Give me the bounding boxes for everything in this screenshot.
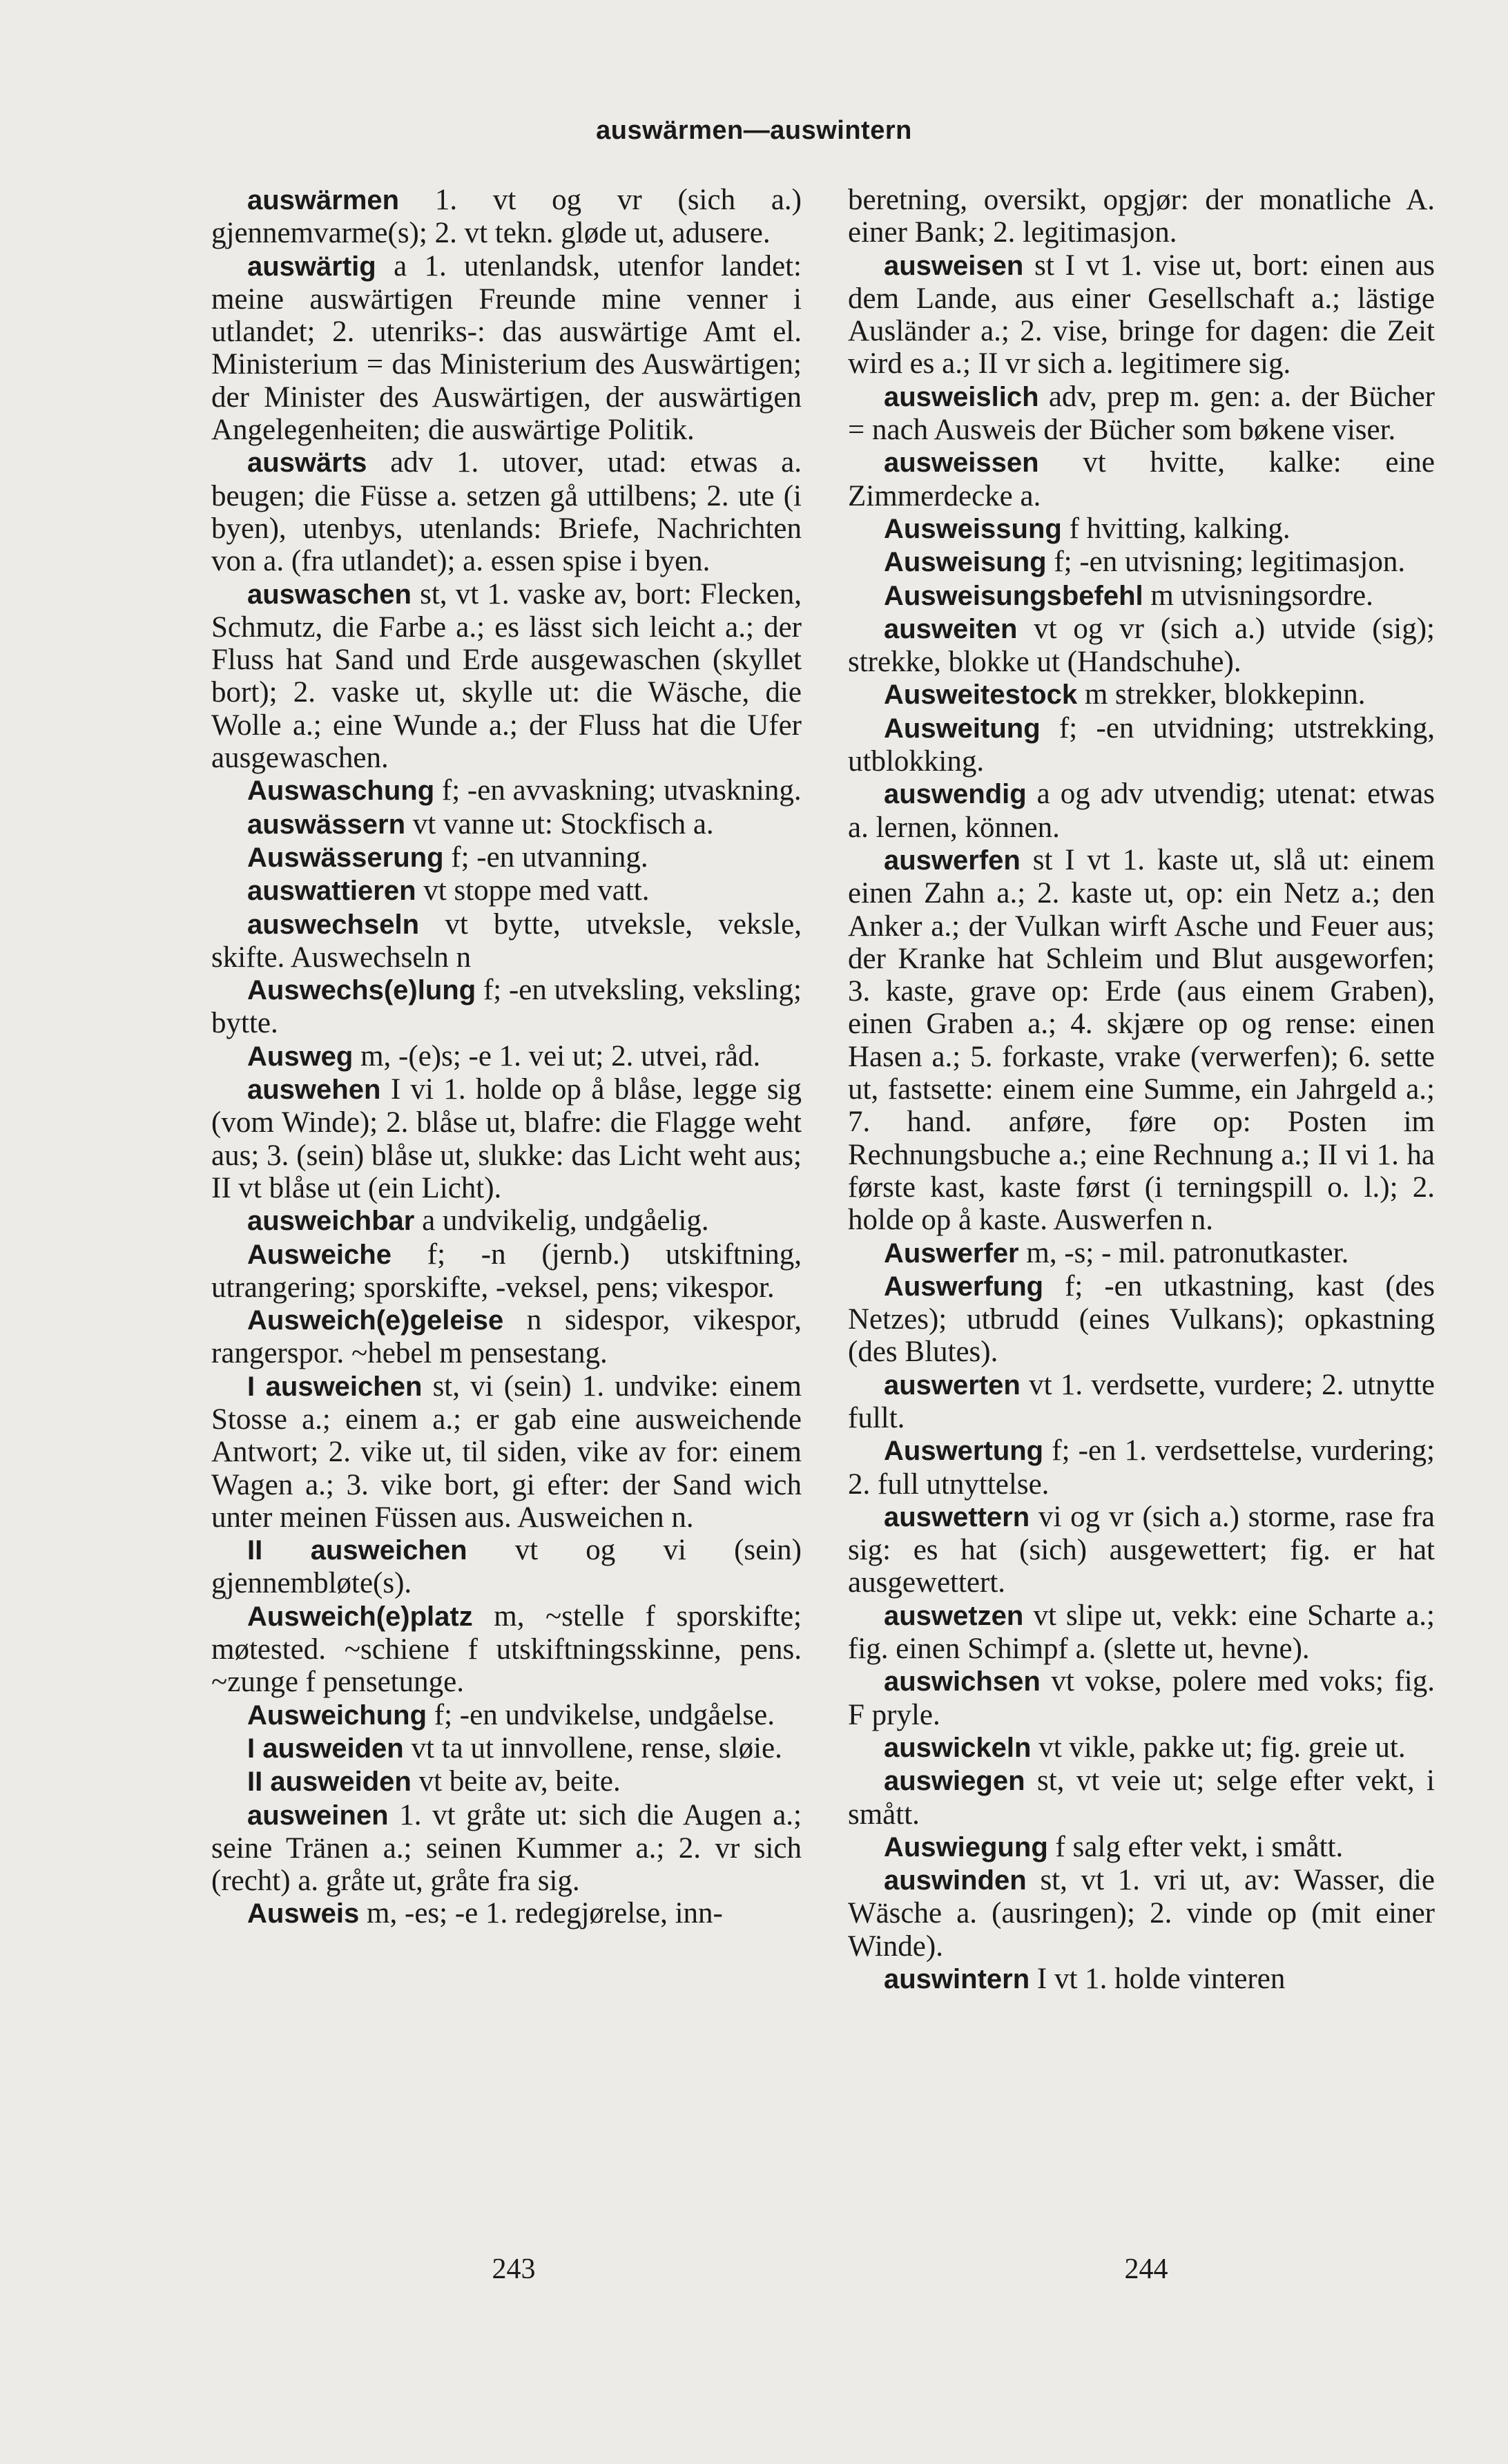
dictionary-entry [211,841,802,874]
entry-headword: ausweichbar [247,1206,415,1237]
dictionary-entry [848,1270,1435,1369]
entry-headword: Auswiegung [884,1831,1048,1863]
entry-headword: Ausweisung [884,547,1047,578]
entry-headword: Ausweis [247,1898,360,1929]
entry-definition: f; -n (jernb.) utskiftning, utrangering; sporskifte, -veksel, pens; vikespor. [211,1238,802,1304]
dictionary-entry [211,1534,802,1600]
dictionary-entry [211,1040,802,1073]
dictionary-entry [848,512,1435,546]
entry-headword: Auswertung [884,1436,1044,1467]
entry-definition: vt stoppe med vatt. [423,874,650,907]
entry-headword: auswärts [247,447,367,479]
entry-definition: adv, prep m. gen: a. der Bücher = nach Ausweis der Bücher som bøkene viser. [848,380,1435,447]
entry-headword: auswechseln [247,909,420,940]
entry-headword: Ausweisungsbefehl [884,580,1143,611]
dictionary-entry [211,874,802,907]
entry-definition: st, vt veie ut; selge efter vekt, i smått. [848,1764,1435,1831]
dictionary-entry [848,1434,1435,1501]
entry-headword: Ausweitestock [884,680,1078,711]
entry-definition: f salg efter vekt, i smått. [1055,1830,1344,1863]
entry-headword: Auswässerung [247,842,444,873]
entry-definition: vt og vr (sich a.) utvide (sig); strekke, blokke ut (Handschuhe). [848,612,1435,679]
dictionary-entry [211,1073,802,1204]
entry-headword: auswattieren [247,876,416,907]
dictionary-entry [211,1732,802,1765]
dictionary-entry [211,1799,802,1898]
entry-definition: vt hvitte, kalke: eine Zimmerdecke a. [848,446,1435,512]
dictionary-entry [211,808,802,841]
entry-definition: m, -es; -e 1. redegjørelse, inn- [367,1897,723,1930]
dictionary-entry [211,446,802,577]
entry-definition: vt ta ut innvollene, rense, sløie. [411,1731,782,1764]
entry-headword: I ausweichen [247,1371,423,1402]
entry-definition: I vi 1. holde op å blåse, legge sig (vom Winde); 2. blåse ut, blafre: die Flagge weht aus; 3. (sein) blåse ut, slukke: das Licht weht aus; II vt blåse ut (ein Licht). [211,1073,802,1204]
dictionary-entry [211,974,802,1040]
entry-headword: auswetzen [884,1600,1024,1631]
entry-definition: vt slipe ut, vekk: eine Scharte a.; fig. einen Schimpf a. (slette ut, hevne). [848,1599,1435,1666]
dictionary-entry [848,1665,1435,1731]
entry-headword: auswichsen [884,1666,1041,1697]
entry-headword: auswehen [247,1075,381,1106]
entry-headword: auswiegen [884,1766,1025,1797]
dictionary-entry [848,381,1435,447]
entry-headword: Ausweich(e)geleise [247,1305,504,1336]
dictionary-entry [848,844,1435,1237]
dictionary-entry [211,1600,802,1699]
dictionary-entry [848,712,1435,778]
running-header: auswärmen—auswintern [596,116,912,145]
right-column [848,184,1435,1996]
entry-definition: n sidespor, vikespor, rangerspor. ~hebel m pensestang. [211,1304,802,1370]
entry-headword: Auswechs(e)lung [247,975,476,1006]
entry-headword: auswintern [884,1964,1030,1995]
entry-headword: auswerten [884,1369,1021,1401]
dictionary-entry [211,1699,802,1732]
entry-definition: vt og vi (sein) gjennembløte(s). [211,1534,802,1600]
entry-headword: II ausweiden [247,1767,412,1798]
dictionary-entry [211,1370,802,1534]
dictionary-entry [211,578,802,775]
entry-definition: vt 1. verdsette, vurdere; 2. utnytte fullt. [848,1368,1435,1434]
entry-definition: f; -en utvanning. [451,840,648,874]
entry-definition: m, -s; - mil. patronutkaster. [1026,1236,1349,1269]
entry-headword: Auswerfer [884,1238,1019,1269]
entry-headword: auswinden [884,1865,1027,1896]
dictionary-entry [211,184,802,250]
dictionary-entry [848,678,1435,711]
entry-definition: I vt 1. holde vinteren [1036,1963,1286,1996]
entry-definition: f; -en utvisning; legitimasjon. [1054,546,1406,579]
entry-headword: Ausweissung [884,513,1062,544]
entry-definition: m utvisningsordre. [1150,579,1373,612]
entry-definition: vt vikle, pakke ut; fig. greie ut. [1038,1731,1406,1764]
entry-definition: vi og vr (sich a.) storme, rase fra sig: es hat (sich) ausgewettert; fig. er hat ausgewettert. [848,1500,1435,1599]
dictionary-entry [848,184,1435,249]
entry-definition: adv 1. utover, utad: etwas a. beugen; die Füsse a. setzen gå uttilbens; 2. ute (i byen), utenbys, utenlands: Briefe, Nachrichten von a. (fra utlandet); a. essen spise i byen. [211,446,802,578]
dictionary-entry [848,1963,1435,1996]
entry-definition: st, vt 1. vri ut, av: Wasser, die Wäsche a. (ausringen); 2. vinde op (mit einer Winde). [848,1864,1436,1963]
dictionary-entry [848,1237,1435,1270]
entry-headword: auswendig [884,779,1027,810]
entry-definition: a undvikelig, undgåelig. [422,1204,709,1238]
entry-definition: f hvitting, kalking. [1069,512,1290,545]
dictionary-entry [848,1864,1435,1963]
entry-definition: m, -(e)s; -e 1. vei ut; 2. utvei, råd. [360,1039,761,1072]
entry-headword: auswärmen [247,185,400,215]
page-number-left: 243 [492,2253,536,2285]
dictionary-entry [848,1501,1435,1599]
entry-headword: ausweissen [884,447,1039,479]
entry-headword: Ausweichung [247,1700,427,1731]
dictionary-entry [848,546,1435,579]
dictionary-entry [848,1764,1435,1831]
entry-headword: auswettern [884,1501,1030,1532]
entry-definition: f; -en undvikelse, undgåelse. [434,1698,775,1731]
dictionary-entry [211,1765,802,1798]
dictionary-entry [211,250,802,447]
dictionary-entry [848,1831,1435,1864]
dictionary-entry [848,1599,1435,1666]
entry-definition: m, ~stelle f sporskifte; møtested. ~schiene f utskiftningsskinne, pens. ~zunge f pensetunge. [211,1599,802,1699]
entry-definition: beretning, oversikt, opgjør: der monatliche A. einer Bank; 2. legitimasjon. [848,184,1435,249]
entry-definition: vt beite av, beite. [418,1765,621,1798]
entry-headword: Ausweiche [247,1239,392,1270]
dictionary-entry [211,1238,802,1305]
entry-headword: II ausweichen [247,1535,467,1566]
entry-definition: f; -en utveksling, veksling; bytte. [211,974,802,1040]
entry-headword: ausweisen [884,250,1024,281]
entry-definition: m strekker, blokkepinn. [1084,678,1366,711]
entry-headword: ausweislich [884,381,1039,412]
left-column [211,184,802,1931]
dictionary-entry [848,1731,1435,1764]
entry-headword: ausweinen [247,1800,389,1831]
entry-definition: 1. vt gråte ut: sich die Augen a.; seine Tränen a.; seinen Kummer a.; 2. vr sich (recht) a. gråte ut, gråte fra sig. [211,1798,802,1898]
entry-definition: a 1. utenlandsk, utenfor landet: meine auswärtigen Freunde mine venner i utlandet; 2. utenriks-: das auswärtige Amt el. Ministerium = das Ministerium des Auswärtigen; der Minister des Auswärtigen, der auswärtigen Angelegenheiten; die auswärtige Politik. [211,249,802,447]
dictionary-entry [848,1369,1435,1435]
entry-definition: st, vt 1. vaske av, bort: Flecken, Schmutz, die Farbe a.; es lässt sich leicht a.; der Fluss hat Sand und Erde ausgewaschen (skyllet bort); 2. vaske ut, skylle ut: die Wäsche, die Wolle a.; eine Wunde a.; der Fluss hat die Ufer ausgewaschen. [211,577,802,775]
entry-headword: Ausweich(e)platz [247,1601,473,1632]
entry-definition: vt bytte, utveksle, veksle, skifte. Auswechseln n [211,907,802,974]
entry-definition: vt vanne ut: Stockfisch a. [412,807,714,840]
entry-definition: f; -en utkastning, kast (des Netzes); utbrudd (eines Vulkans); opkastning (des Blutes). [848,1269,1435,1369]
entry-headword: auswässern [247,809,406,840]
page-number-right: 244 [1124,2253,1168,2285]
dictionary-entry [848,446,1435,512]
entry-definition: a og adv utvendig; utenat: etwas a. lernen, können. [848,778,1436,844]
dictionary-entry [848,249,1435,381]
entry-definition: f; -en avvaskning; utvaskning. [441,774,802,807]
entry-definition: st I vt 1. vise ut, bort: einen aus dem Lande, aus einer Gesellschaft a.; lästige Ausländer a.; 2. vise, bringe for dagen: die Zeit wird es a.; II vr sich a. legitimere sig. [848,249,1436,381]
dictionary-entry [848,613,1435,679]
entry-headword: Ausweitung [884,713,1041,744]
entry-definition: st, vi (sein) 1. undvike: einem Stosse a.; einem a.; er gab eine ausweichende Antwort; 2. vike ut, til siden, vike av for: einem Wagen a.; 3. vike bort, gi efter: der Sand wich unter meinen Füssen aus. Ausweichen n. [211,1369,802,1534]
entry-headword: Auswaschung [247,776,435,807]
entry-headword: auswickeln [884,1732,1032,1763]
dictionary-entry [211,908,802,974]
dictionary-entry [848,778,1435,844]
dictionary-entry [211,1304,802,1370]
entry-headword: Auswerfung [884,1271,1044,1302]
entry-definition: vt vokse, polere med voks; fig. F pryle. [848,1665,1435,1731]
dictionary-entry [211,1897,802,1930]
entry-definition: f; -en 1. verdsettelse, vurdering; 2. full utnyttelse. [848,1434,1435,1501]
entry-headword: I ausweiden [247,1733,404,1764]
entry-headword: ausweiten [884,613,1018,644]
entry-headword: auswerfen [884,845,1021,876]
dictionary-entry [211,1204,802,1238]
dictionary-entry [211,774,802,807]
entry-definition: 1. vt og vr (sich a.) gjennemvarme(s); 2. vt tekn. gløde ut, adusere. [211,184,802,250]
entry-headword: auswärtig [247,251,376,282]
dictionary-entry [848,579,1435,613]
entry-headword: auswaschen [247,579,412,610]
entry-definition: f; -en utvidning; utstrekking, utblokking. [848,711,1436,778]
entry-definition: st I vt 1. kaste ut, slå ut: einem einen Zahn a.; 2. kaste ut, op: ein Netz a.; den Anker a.; der Vulkan wirft Asche und Feuer aus; der Kranke hat Schleim und Blut ausgeworfen; 3. kaste, grave op: Erde (aus einem Graben), einen Graben a.; 4. skjære op og rense: einen Hasen a.; 5. forkaste, vrake (verwerfen); 6. sette ut, fastsette: einem eine Summe, ein Jahrgeld a.; 7. hand. anføre, føre op: Posten im Rechnungsbuche a.; eine Rechnung a.; II vi 1. ha første kast, kaste først (i terningspill o. l.); 2. holde op å kaste. Auswerfen n. [848,843,1435,1237]
entry-headword: Ausweg [247,1041,354,1072]
